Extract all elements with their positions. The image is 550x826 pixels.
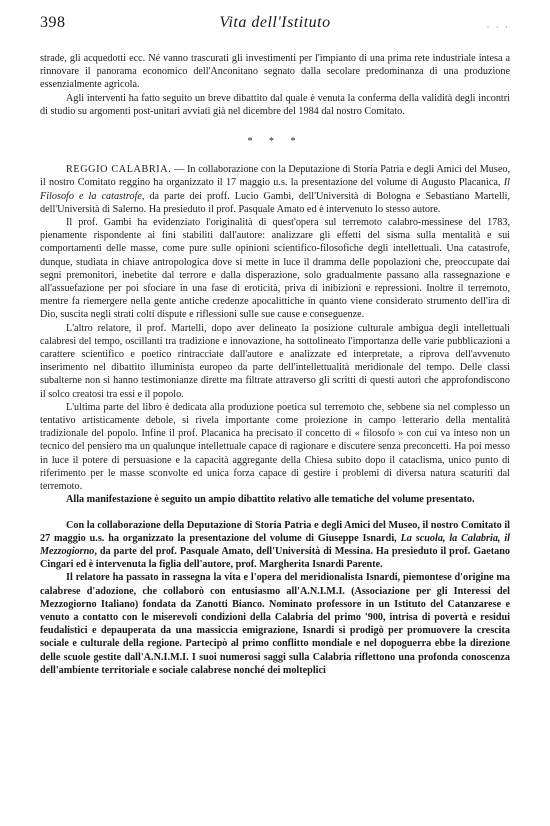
paragraph-gap (40, 507, 510, 519)
body-text (40, 52, 510, 677)
running-head: Vita dell'Istituto (219, 14, 331, 31)
text-span: , da parte dei proff. Lucio Gambi, dell'Università di Bologna e Sebastiano Martelli, dell'Università di Salerno. Ha presieduto il prof. Pasquale Amato ed è intervenuto lo stesso autore. (40, 190, 510, 215)
paragraph: L'altro relatore, il prof. Martelli, dopo aver delineato la posizione culturale ambigua degli intellettuali calabresi del tempo, oscillanti tra tradizione e innovazione, ha sottolineato l'importanza delle varie pubblicazioni a carattere scientifico e poetico rintracciate dall'autore e analizzate ed interpretate, a riprova dell'avvenuto inserimento nel dibattito illuminista europeo da parte dell'intellettualità meridionale del tempo. Delle classi subalterne non si hanno testimonianze dirette ma filtrate attraverso gli scritti di questi autori che approfondiscono il solco creatosi tra essi e il popolo. (40, 322, 510, 400)
paragraph (40, 163, 510, 216)
paragraph: strade, gli acquedotti ecc. Né vanno trascurati gli investimenti per l'impianto di una prima rete industriale intesa a rinnovare il panorama economico dell'Anconitano segnato dalla secolare predominanza di una produzione essenzialmente agricola. (40, 53, 510, 91)
paragraph: Alla manifestazione è seguito un ampio dibattito relativo alle tematiche del volume presentato. (66, 494, 475, 506)
header-marks: · · · (486, 22, 510, 32)
section-separator: * * * (247, 136, 303, 148)
paragraph: L'ultima parte del libro è dedicata alla produzione poetica sul terremoto che, sebbene sia nel complesso un tentativo artisticamente debole, si rivela importante come proiezione in campo letterario della mentalità tradizionale del popolo. Infine il prof. Placanica ha precisato il concetto di « filosofo » con cui va inteso non un tecnico del pensiero ma un qualunque intellettuale capace di ragionare e discutere senza preconcetti. Ha poi messo in luce il potere di persuasione e la capacità aggregante della Chiesa subito dopo il cataclisma, unico punto di riferimento per le masse sconvolte ed unica forza capace di gestire i problemi di diversa natura scaturiti dal terremoto. (40, 401, 510, 493)
paragraph: Il relatore ha passato in rassegna la vita e l'opera del meridionalista Isnardi, piemontese d'origine ma calabrese d'adozione, che collaborò con entusiasmo all'A.N.I.M.I. (Associazione per gli Interessi del Mezzogiorno Italiano) fondata da Zanotti Bianco. Nominato professore in un Istituto del Catanzarese e venuto a contatto con le miserevoli condizioni della Calabria del primo '900, intrisa di povertà e residui feudalistici e depauperata da una massiccia emigrazione, Isnardi si prodigò per promuovere la crescita sociale e culturale della regione. Partecipò al primo conflitto mondiale e nel dopoguerra ebbe la direzione delle scuole gestite dall'A.N.I.M.I. I suoi numerosi saggi sulla Calabria riflettono una profonda conoscenza dell'ambiente territoriale e sociale calabrese nonché dei molteplici (40, 572, 510, 676)
paragraph (40, 519, 510, 572)
city-heading: REGGIO CALABRIA. (66, 164, 172, 176)
paragraph: Agli interventi ha fatto seguito un breve dibattito dal quale è venuta la conferma della validità degli incontri di studio su argomenti post-unitari avviati già nel dicembre del 1984 dal nostro Comitato. (40, 92, 510, 117)
text-span: , da parte del prof. Pasquale Amato, dell'Università di Messina. Ha presieduto il prof. Gaetano Cingari ed è intervenuta la figlia dell'autore, prof. Margherita Isnardi Parente. (40, 545, 510, 571)
text-span: — In collaborazione con la Deputazione di Storia Patria e degli Amici del Museo, il nostro Comitato reggino ha organizzato il 17 maggio u.s. la presentazione del volume di Augusto Placanica, (40, 164, 510, 189)
page-header (40, 14, 510, 36)
page-number: 398 (40, 14, 66, 31)
paragraph: Il prof. Gambi ha evidenziato l'originalità di quest'opera sul terremoto calabro-messinese del 1783, pienamente rispondente ai fini stabiliti dall'autore: analizzare gli effetti del sisma sulla mentalità e sui comportamenti delle masse, come pure sulle opinioni scientifico-filosofiche degli intellettuali. Una catastrofe, dunque, studiata in chiave antropologica dove si mette in luce il dramma delle popolazioni che, preoccupate dai segni premonitori, inebetite dal terrore e dalla disperazione, solo gradualmente passano alla rassegnazione e all'assuefazione per poi sfociare in una fase di eroticità, priva di inibizioni e repressioni. Inoltre il terremoto, mentre fa riemergere nella gente antiche credenze apocalittiche in quanto viene considerato strumento dell'ira di Dio, suscita negli strati colti dispute e riflessioni sulle sue cause e conseguenze. (40, 217, 510, 321)
text-span: Con la collaborazione della Deputazione di Storia Patria e degli Amici del Museo, il nostro Comitato il 27 maggio u.s. ha organizzato la presentazione del volume di Giuseppe Isnardi, (40, 519, 510, 544)
book-title: Il Filosofo e la catastrofe (40, 177, 510, 202)
book-title: La scuola, la Calabria, il Mezzogiorno (40, 532, 510, 557)
